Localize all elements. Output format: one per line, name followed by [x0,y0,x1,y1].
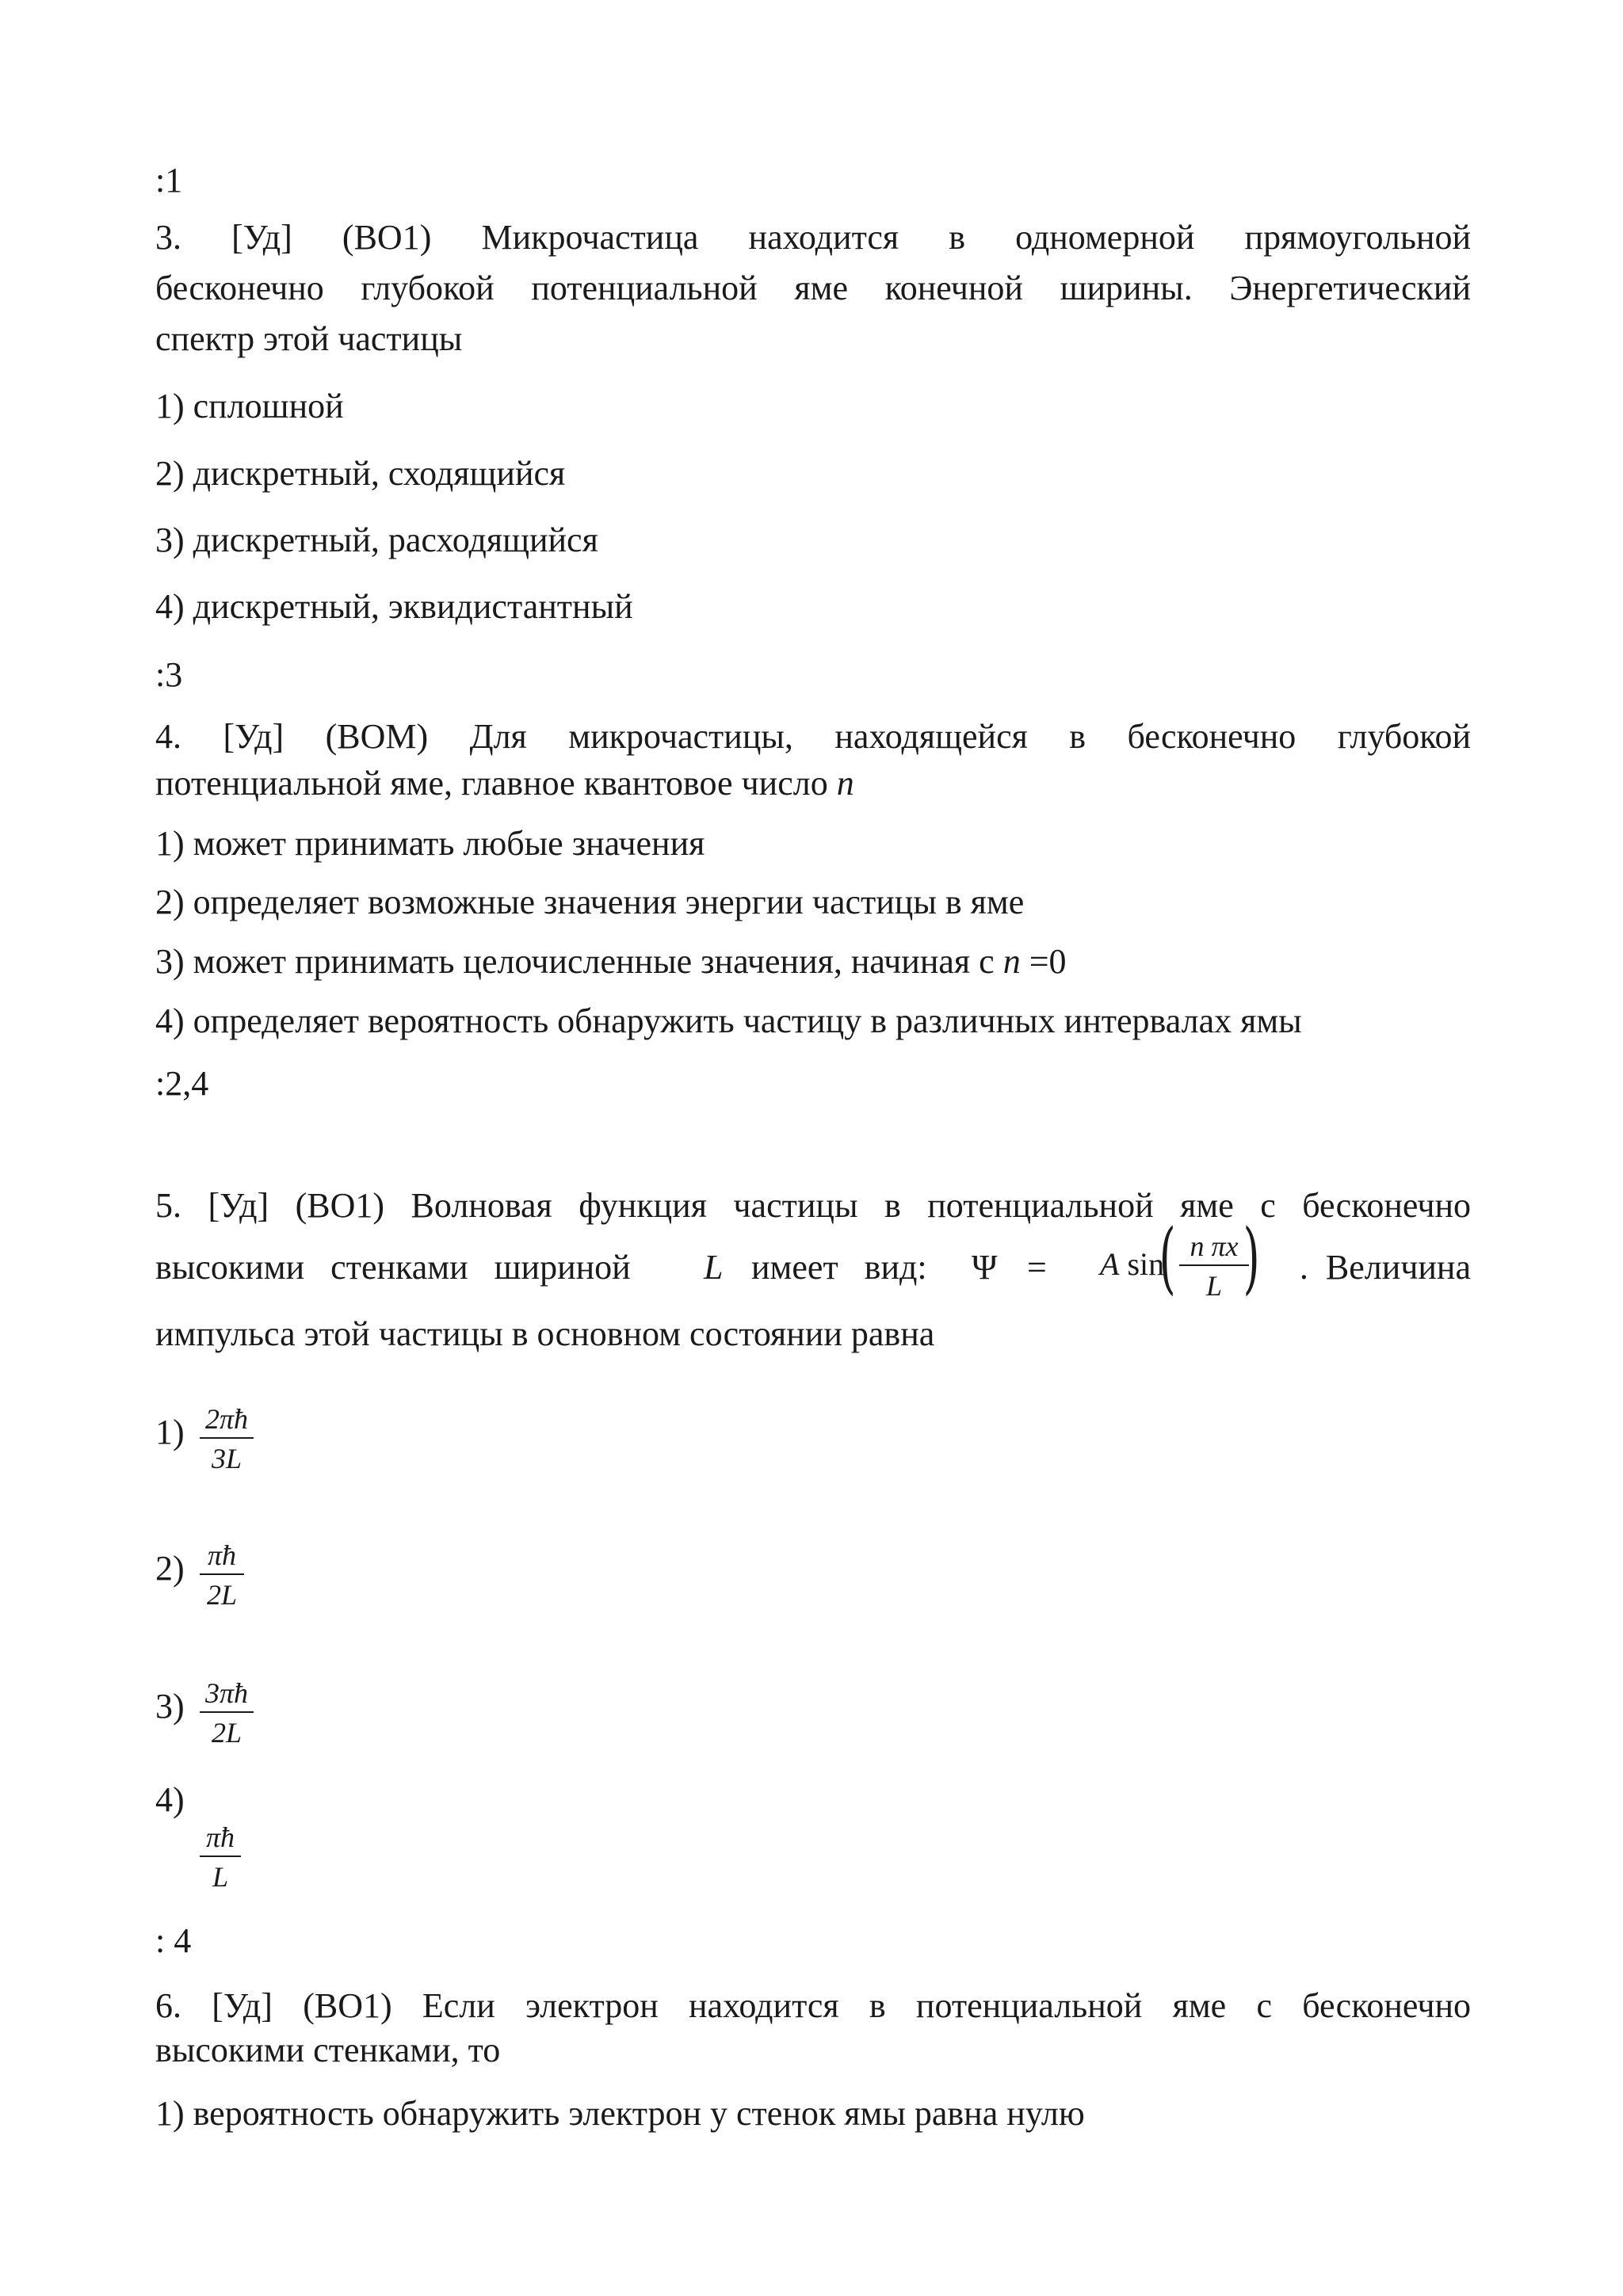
q5-line-2-b: имеет вид: [751,1248,927,1287]
formula-fraction [1179,1228,1249,1306]
q2-answer: :1 [155,161,183,200]
q3-text-line-2: бесконечно глубокой потенциальной яме конечной ширины. Энергетический [155,269,1471,307]
q5-option-3-denominator: 2L [211,1717,242,1749]
q5-option-1-denominator: 3L [211,1443,242,1474]
q5-text-line-2-start [155,1242,631,1293]
q4-option-2: 2) определяет возможные значения энергии частицы в яме [155,883,1025,921]
q5-option-2-numerator: πħ [207,1539,237,1571]
q6-text-line-1: 6. [Уд] (ВО1) Если электрон находится в потенциальной яме с бесконечно [155,1986,1471,2025]
q5-option-3-numerator: 3πħ [204,1677,249,1709]
q3-option-2: 2) дискретный, сходящийся [155,454,566,493]
formula-denominator: L [1205,1270,1223,1302]
q5-answer: : 4 [155,1921,192,1960]
formula-right-paren: ) [1243,1213,1260,1303]
q5-option-4-numerator: πħ [205,1821,235,1853]
q5-option-2-fraction [200,1537,244,1615]
q4-option-4: 4) определяет вероятность обнаружить частицу в различных интервалах ямы [155,1001,1302,1040]
q3-answer: :3 [155,655,183,694]
q6-option-1: 1) вероятность обнаружить электрон у стенок ямы равна нулю [155,2094,1085,2133]
q5-line-2-a: высокими стенками шириной [155,1248,631,1287]
q5-option-1-numerator: 2πħ [204,1403,249,1435]
q3-text-line-1: 3. [Уд] (ВО1) Микрочастица находится в одномерной прямоугольной [155,218,1471,257]
q5-option-4-denominator: L [212,1861,229,1893]
q4-option-3 [155,936,1471,987]
formula-amplitude-A: A [1100,1246,1120,1282]
q5-option-2-label: 2) [155,1549,185,1588]
q4-option-3-var: n [1002,942,1021,981]
q4-option-1: 1) может принимать любые значения [155,824,705,863]
equals-sign: = [1027,1248,1047,1287]
q4-text-line-2 [155,758,1471,809]
q5-text-line-1: 5. [Уд] (ВО1) Волновая функция частицы в потенциальной яме с бесконечно [155,1186,1471,1225]
q4-text-line-2-text: потенциальной яме, главное квантовое число [155,764,828,803]
q3-text-line-3: спектр этой частицы [155,319,463,358]
formula-sin: sin [1127,1246,1165,1282]
q5-text-line-3: импульса этой частицы в основном состоянии равна [155,1314,935,1353]
q5-var-L: L [704,1248,724,1287]
q4-answer: :2,4 [155,1064,209,1103]
q5-option-4-fraction [200,1819,241,1897]
q4-option-3-tail: =0 [1020,942,1067,981]
q3-option-1: 1) сплошной [155,387,344,425]
q5-width-var [704,1242,723,1293]
formula-left-paren: ( [1159,1213,1176,1303]
q5-option-3-fraction [200,1675,254,1753]
q3-option-3: 3) дискретный, расходящийся [155,521,598,559]
formula-numerator: n πx [1190,1230,1239,1262]
q5-option-2-denominator: 2L [206,1579,238,1611]
psi-symbol: Ψ [972,1248,998,1287]
q4-text-line-1: 4. [Уд] (ВОМ) Для микрочастицы, находящейся в бесконечно глубокой [155,717,1471,756]
q4-option-3-text: 3) может принимать целочисленные значения, начиная с [155,942,995,981]
q5-option-3-label: 3) [155,1687,185,1726]
q6-text-line-2: высокими стенками, то [155,2031,501,2069]
quantum-number-n: n [836,764,854,803]
q3-option-4: 4) дискретный, эквидистантный [155,587,633,626]
q5-line-2-end: . Величина [1299,1248,1471,1287]
q5-option-1-label: 1) [155,1413,185,1451]
q5-option-1-fraction [200,1401,254,1478]
q5-option-4-label: 4) [155,1780,185,1819]
